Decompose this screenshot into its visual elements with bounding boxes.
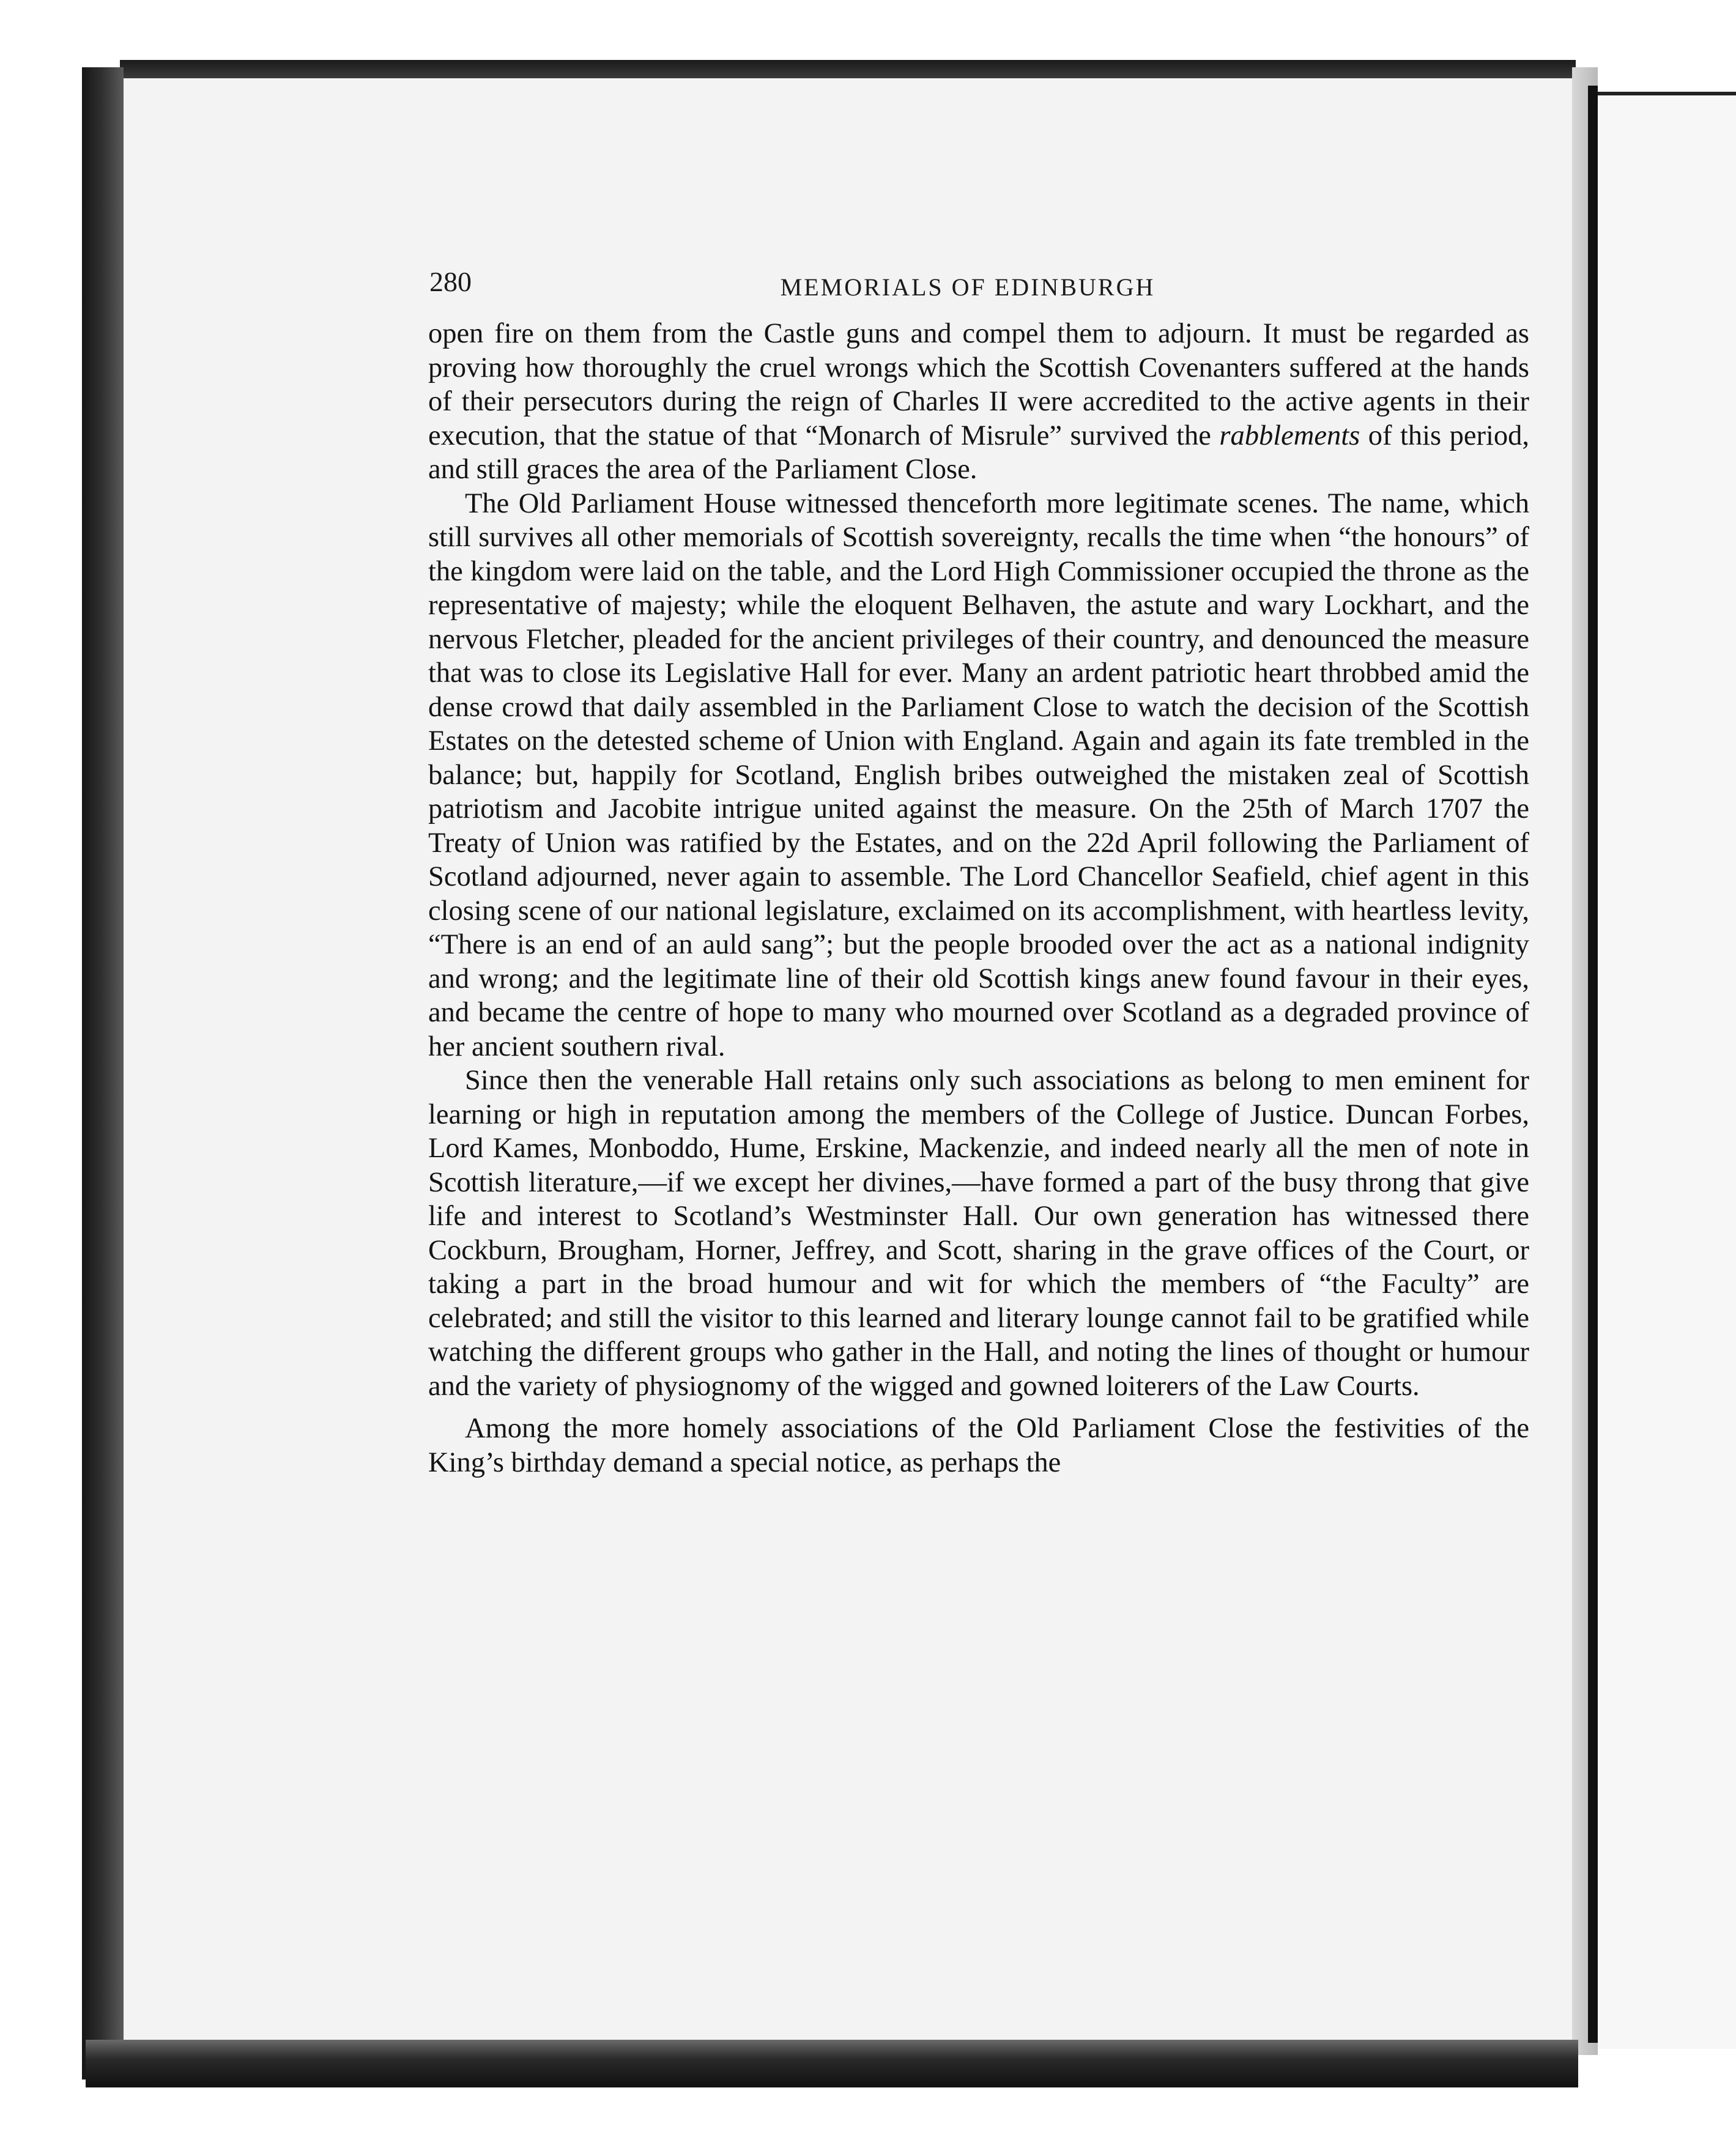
paragraph-2: The Old Parliament House witnessed thenceforth more legitimate scenes. The name, which still survives all other memorials of Scottish sovereignty, recalls the time when “the honours” of the kingdom were laid on the table, and the Lord High Commissioner occupied the throne as the representative of majesty; while the eloquent Belhaven, the astute and wary Lockhart, and the nervous Fletcher, pleaded for the ancient privileges of their country, and denounced the measure that was to close its Legislative Hall for ever. Many an ardent patriotic heart throbbed amid the dense crowd that daily assembled in the Parliament Close to watch the decision of the Scottish Estates on the detested scheme of Union with England. Again and again its fate trembled in the balance; but, happily for Scotland, English bribes outweighed the mistaken zeal of Scottish patriotism and Jacobite intrigue united against the measure. On the 25th of March 1707 the Treaty of Union was ratified by the Estates, and on the 22d April following the Parliament of Scotland adjourned, never again to assemble. The Lord Chancellor Seafield, chief agent in this closing scene of our national legislature, exclaimed on its accomplishment, with heartless levity, “There is an end of an auld sang”; but the people brooded over the act as a national indignity and wrong; and the legitimate line of their old Scottish kings anew found favour in their eyes, and became the centre of hope to many who mourned over Scotland as a degraded province of her ancient southern rival.	[428, 487, 1529, 1062]
paragraph-4: Among the more homely associations of the Old Parliament Close the festivities of the King’s birthday demand a special notice, as perhaps the	[428, 1413, 1529, 1478]
facing-page-edge	[1598, 92, 1736, 95]
body-text	[428, 317, 1529, 1480]
paragraph-1-text-a: open fire on them from the Castle guns and compel them to adjourn. It must be regarded as proving how thoroughly the cruel wrongs which the Scottish Covenanters suffered at the hands of their persecutors during the reign of Charles II were accredited to the active agents in their execution, that the statue of that “Monarch of Misrule” survived the	[428, 318, 1529, 451]
book-page	[124, 78, 1572, 2040]
running-title: MEMORIALS OF EDINBURGH	[780, 273, 1155, 301]
paragraph-1-italic: rabblements	[1219, 420, 1360, 451]
scan-frame-top	[120, 60, 1576, 78]
page-number: 280	[429, 266, 472, 297]
paragraph-1	[428, 317, 1529, 487]
book-spine	[1588, 86, 1598, 2043]
scan-frame-bottom	[86, 2040, 1578, 2087]
facing-page	[1598, 92, 1736, 2049]
paragraph-1-text-b: of this period, and still graces the area of the Parliament Close.	[428, 420, 1530, 485]
scan-frame-left	[82, 67, 124, 2079]
paragraph-3: Since then the venerable Hall retains only such associations as belong to men eminent for learning or high in reputation among the members of the College of Justice. Duncan Forbes, Lord Kames, Monboddo, Hume, Erskine, Mackenzie, and indeed nearly all the men of note in Scottish literature,—if we except her divines,—have formed a part of the busy throng that give life and interest to Scotland’s Westminster Hall. Our own generation has witnessed there Cockburn, Brougham, Horner, Jeffrey, and Scott, sharing in the grave offices of the Court, or taking a part in the broad humour and wit for which the members of “the Faculty” are celebrated; and still the visitor to this learned and literary lounge cannot fail to be gratified while watching the different groups who gather in the Hall, and noting the lines of thought or humour and the variety of physiognomy of the wigged and gowned loiterers of the Law Courts.	[428, 1065, 1529, 1402]
